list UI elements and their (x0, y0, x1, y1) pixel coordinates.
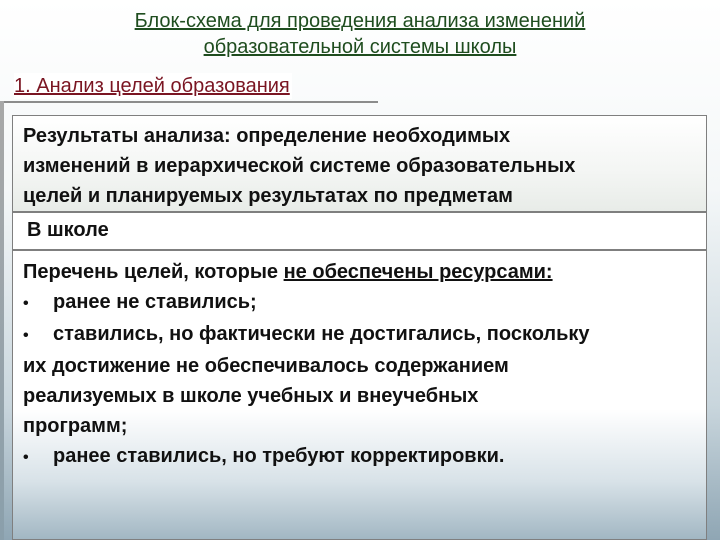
bullet-icon: • (23, 449, 29, 466)
goals-box (12, 250, 707, 540)
goals-intro-underlined: не обеспечены ресурсами: (283, 261, 553, 283)
results-line-1: Результаты анализа: определение необходимых (23, 125, 511, 147)
results-box (12, 115, 707, 212)
results-line-2: изменений в иерархической системе образовательных (23, 155, 576, 177)
goal-bullet-2-line-4: программ; (23, 415, 128, 437)
goal-bullet-2 (23, 319, 698, 351)
goal-bullet-2-line-2: их достижение не обеспечивалось содержанием (23, 355, 509, 377)
goal-bullet-2-line-3: реализуемых в школе учебных и внеучебных (23, 385, 479, 407)
goals-intro-prefix: Перечень целей, которые (23, 261, 284, 283)
page-title-line-2: образовательной системы школы (203, 36, 517, 58)
page-title (40, 8, 680, 60)
header-divider (0, 101, 378, 103)
bullet-icon: • (23, 327, 29, 344)
goal-bullet-3 (23, 441, 698, 473)
goal-bullet-1 (23, 287, 698, 319)
results-line-3: целей и планируемых результатах по предметам (23, 185, 513, 207)
bullet-icon: • (23, 295, 29, 312)
page-title-line-1: Блок-схема для проведения анализа изменений (134, 10, 586, 32)
goal-bullet-3-text: ранее ставились, но требуют корректировки. (53, 445, 505, 467)
goals-intro (23, 257, 698, 287)
left-divider (0, 101, 4, 540)
goal-bullet-2-text-line-1: ставились, но фактически не достигались, поскольку (53, 323, 590, 345)
goal-bullet-1-text: ранее не ставились; (53, 291, 257, 313)
school-label: В школе (27, 219, 109, 241)
section-subtitle: 1. Анализ целей образования (14, 75, 290, 97)
school-box (12, 212, 707, 250)
